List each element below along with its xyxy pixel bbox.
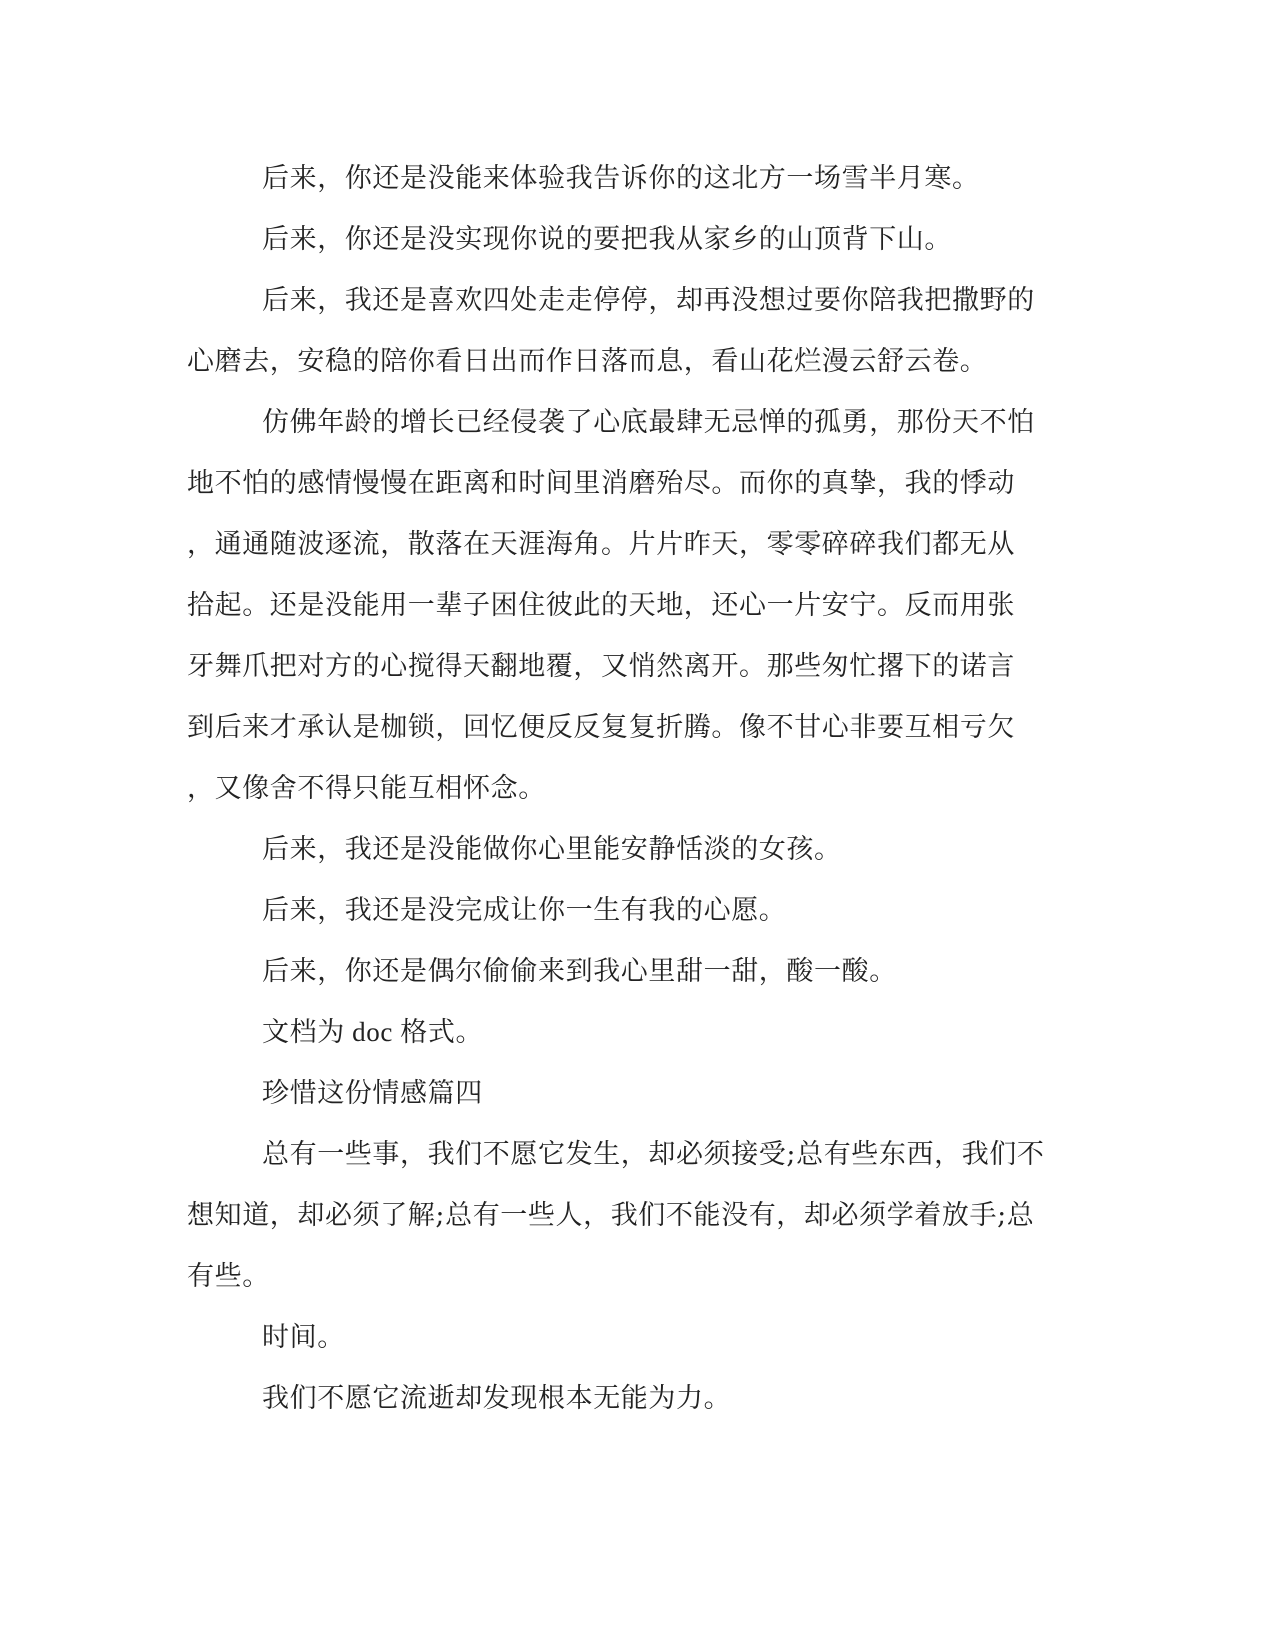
text-line: 时间。 — [262, 1322, 345, 1353]
text-line: 后来，你还是没实现你说的要把我从家乡的山顶背下山。 — [262, 224, 952, 255]
text-line: 有些。 — [187, 1261, 270, 1292]
text-line: 后来，我还是没能做你心里能安静恬淡的女孩。 — [262, 834, 842, 865]
paragraph-1 — [187, 148, 1087, 209]
text-line: 地不怕的感情慢慢在距离和时间里消磨殆尽。而你的真挚，我的悸动 — [187, 468, 1015, 499]
text-line: 珍惜这份情感篇四 — [262, 1078, 483, 1109]
text-line: 后来，你还是偶尔偷偷来到我心里甜一甜，酸一酸。 — [262, 956, 897, 987]
text-line: ，通通随波逐流，散落在天涯海角。片片昨天，零零碎碎我们都无从 — [187, 529, 1015, 560]
text-line: 后来，你还是没能来体验我告诉你的这北方一场雪半月寒。 — [262, 163, 980, 194]
text-line: 后来，我还是没完成让你一生有我的心愿。 — [262, 895, 787, 926]
paragraph-5 — [187, 819, 1087, 880]
document-body — [187, 148, 1087, 1429]
text-line: 到后来才承认是枷锁，回忆便反反复复折腾。像不甘心非要互相亏欠 — [187, 712, 1015, 743]
text-line: 牙舞爪把对方的心搅得天翻地覆，又悄然离开。那些匆忙撂下的诺言 — [187, 651, 1015, 682]
text-line: ，又像舍不得只能互相怀念。 — [187, 773, 546, 804]
paragraph-7 — [187, 941, 1087, 1002]
paragraph-3 — [187, 270, 1087, 392]
text-line: 我们不愿它流逝却发现根本无能为力。 — [262, 1383, 732, 1414]
text-line: 心磨去，安稳的陪你看日出而作日落而息，看山花烂漫云舒云卷。 — [187, 346, 988, 377]
text-line: 想知道，却必须了解;总有一些人，我们不能没有，却必须学着放手;总 — [187, 1200, 1035, 1231]
paragraph-10 — [187, 1368, 1087, 1429]
text-line: 仿佛年龄的增长已经侵袭了心底最肆无忌惮的孤勇，那份天不怕 — [262, 407, 1035, 438]
paragraph-4 — [187, 392, 1087, 819]
text-line: 后来，我还是喜欢四处走走停停，却再没想过要你陪我把撒野的 — [262, 285, 1035, 316]
section-heading — [187, 1063, 1087, 1124]
paragraph-format-note — [187, 1002, 1087, 1063]
paragraph-6 — [187, 880, 1087, 941]
text-line: 拾起。还是没能用一辈子困住彼此的天地，还心一片安宁。反而用张 — [187, 590, 1015, 621]
text-line: 文档为 doc 格式。 — [262, 1017, 484, 1047]
paragraph-2 — [187, 209, 1087, 270]
paragraph-8 — [187, 1124, 1087, 1307]
paragraph-9 — [187, 1307, 1087, 1368]
text-line: 总有一些事，我们不愿它发生，却必须接受;总有些东西，我们不 — [262, 1139, 1045, 1170]
